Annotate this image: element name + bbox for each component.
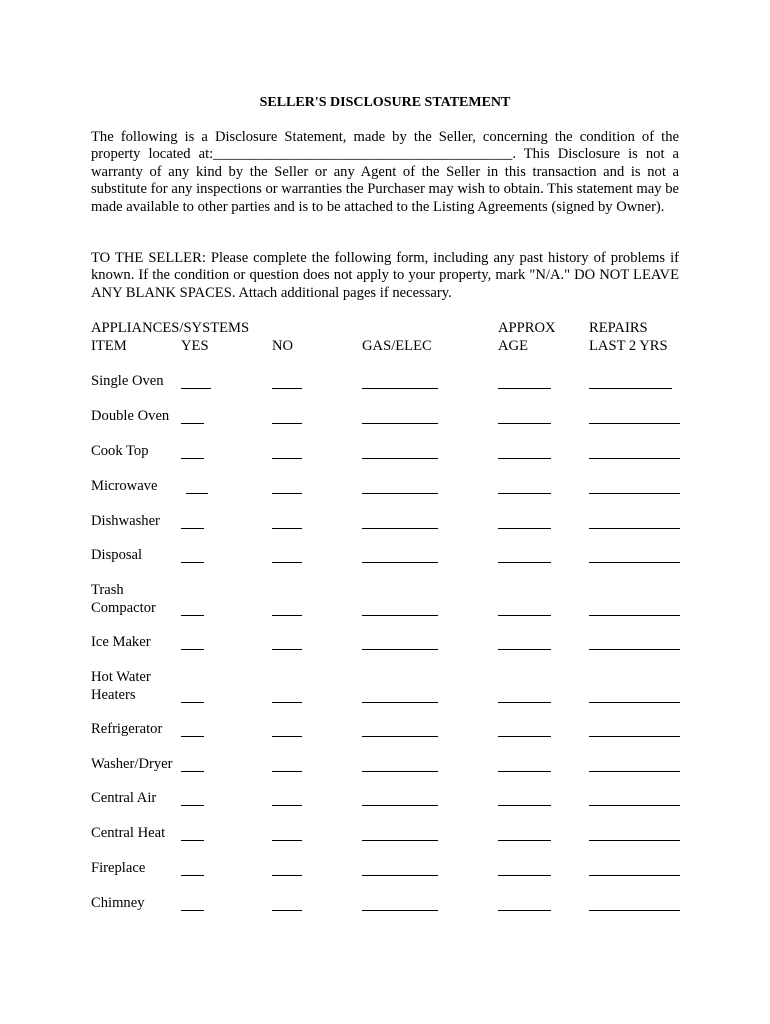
repairs-blank[interactable] <box>589 388 672 389</box>
repairs-blank[interactable] <box>589 875 680 876</box>
yes-blank[interactable] <box>181 388 211 389</box>
gas-elec-blank[interactable] <box>362 458 438 459</box>
intro-paragraph: The following is a Disclosure Statement, made by the Seller, concerning the condition of the property located at:_________________________________________. This Disclosure is not a warranty of any kind by the Seller or any Agent of the Seller in this transaction and is not a substitute for any inspections or warranties the Purchaser may wish to obtain. This statement may be made available to other parties and is to be attached to the Listing Agreements (signed by Owner). <box>91 129 679 215</box>
age-blank[interactable] <box>498 562 551 563</box>
age-blank[interactable] <box>498 493 551 494</box>
col-header-no: NO <box>272 338 294 354</box>
gas-elec-blank[interactable] <box>362 840 438 841</box>
appliance-label: Trash <box>91 582 124 598</box>
appliance-row <box>0 373 770 409</box>
repairs-blank[interactable] <box>589 910 680 911</box>
appliance-label: Single Oven <box>91 373 164 389</box>
appliance-label: Washer/Dryer <box>91 756 173 772</box>
appliance-row <box>0 790 770 826</box>
appliance-row <box>0 721 770 757</box>
yes-blank[interactable] <box>181 875 204 876</box>
yes-blank[interactable] <box>181 771 204 772</box>
appliance-row <box>0 513 770 549</box>
no-blank[interactable] <box>272 875 302 876</box>
yes-blank[interactable] <box>181 805 204 806</box>
appliance-label: Hot Water <box>91 669 151 685</box>
repairs-blank[interactable] <box>589 702 680 703</box>
age-blank[interactable] <box>498 805 551 806</box>
age-blank[interactable] <box>498 910 551 911</box>
repairs-blank[interactable] <box>589 805 680 806</box>
appliance-label-line2: Compactor <box>91 600 156 616</box>
appliance-row <box>0 478 770 514</box>
repairs-blank[interactable] <box>589 771 680 772</box>
appliance-row <box>0 634 770 670</box>
no-blank[interactable] <box>272 805 302 806</box>
repairs-blank[interactable] <box>589 649 680 650</box>
age-blank[interactable] <box>498 615 551 616</box>
appliance-row <box>0 443 770 479</box>
col-header-item: ITEM <box>91 338 127 354</box>
repairs-blank[interactable] <box>589 493 680 494</box>
col-header-last-2-yrs: LAST 2 YRS <box>589 338 668 354</box>
no-blank[interactable] <box>272 528 302 529</box>
repairs-blank[interactable] <box>589 528 680 529</box>
gas-elec-blank[interactable] <box>362 910 438 911</box>
gas-elec-blank[interactable] <box>362 528 438 529</box>
yes-blank[interactable] <box>181 840 204 841</box>
yes-blank[interactable] <box>181 528 204 529</box>
yes-blank[interactable] <box>186 493 208 494</box>
appliance-label: Ice Maker <box>91 634 151 650</box>
age-blank[interactable] <box>498 458 551 459</box>
appliance-row <box>0 756 770 792</box>
col-header-gas-elec: GAS/ELEC <box>362 338 432 354</box>
no-blank[interactable] <box>272 562 302 563</box>
appliance-label-line2: Heaters <box>91 687 136 703</box>
document-title: SELLER'S DISCLOSURE STATEMENT <box>259 95 511 110</box>
appliance-label: Microwave <box>91 478 158 494</box>
gas-elec-blank[interactable] <box>362 423 438 424</box>
yes-blank[interactable] <box>181 702 204 703</box>
appliance-row <box>0 582 770 618</box>
section-header: APPLIANCES/SYSTEMS <box>91 320 250 336</box>
col-header-yes: YES <box>181 338 209 354</box>
no-blank[interactable] <box>272 388 302 389</box>
appliance-row <box>0 547 770 583</box>
col-header-repairs: REPAIRS <box>589 320 648 336</box>
yes-blank[interactable] <box>181 423 204 424</box>
age-blank[interactable] <box>498 423 551 424</box>
yes-blank[interactable] <box>181 649 204 650</box>
age-blank[interactable] <box>498 388 551 389</box>
appliance-label: Cook Top <box>91 443 149 459</box>
appliance-label: Central Heat <box>91 825 166 841</box>
age-blank[interactable] <box>498 875 551 876</box>
gas-elec-blank[interactable] <box>362 562 438 563</box>
yes-blank[interactable] <box>181 736 204 737</box>
col-header-age: AGE <box>498 338 528 354</box>
gas-elec-blank[interactable] <box>362 771 438 772</box>
no-blank[interactable] <box>272 702 302 703</box>
gas-elec-blank[interactable] <box>362 805 438 806</box>
appliance-row <box>0 895 770 931</box>
repairs-blank[interactable] <box>589 615 680 616</box>
age-blank[interactable] <box>498 649 551 650</box>
col-header-approx: APPROX <box>498 320 556 336</box>
gas-elec-blank[interactable] <box>362 702 438 703</box>
appliance-row <box>0 408 770 444</box>
appliance-label: Refrigerator <box>91 721 163 737</box>
yes-blank[interactable] <box>181 562 204 563</box>
age-blank[interactable] <box>498 528 551 529</box>
no-blank[interactable] <box>272 615 302 616</box>
no-blank[interactable] <box>272 458 302 459</box>
yes-blank[interactable] <box>181 910 204 911</box>
repairs-blank[interactable] <box>589 458 680 459</box>
appliance-label: Central Air <box>91 790 157 806</box>
gas-elec-blank[interactable] <box>362 649 438 650</box>
repairs-blank[interactable] <box>589 840 680 841</box>
no-blank[interactable] <box>272 840 302 841</box>
repairs-blank[interactable] <box>589 736 680 737</box>
appliance-row <box>0 669 770 705</box>
no-blank[interactable] <box>272 423 302 424</box>
yes-blank[interactable] <box>181 615 204 616</box>
no-blank[interactable] <box>272 771 302 772</box>
age-blank[interactable] <box>498 840 551 841</box>
age-blank[interactable] <box>498 702 551 703</box>
repairs-blank[interactable] <box>589 423 680 424</box>
appliance-row <box>0 860 770 896</box>
yes-blank[interactable] <box>181 458 204 459</box>
age-blank[interactable] <box>498 736 551 737</box>
appliance-label: Disposal <box>91 547 143 563</box>
appliance-row <box>0 825 770 861</box>
no-blank[interactable] <box>272 493 302 494</box>
gas-elec-blank[interactable] <box>362 736 438 737</box>
gas-elec-blank[interactable] <box>362 875 438 876</box>
gas-elec-blank[interactable] <box>362 615 438 616</box>
age-blank[interactable] <box>498 771 551 772</box>
appliance-label: Fireplace <box>91 860 146 876</box>
no-blank[interactable] <box>272 910 302 911</box>
no-blank[interactable] <box>272 736 302 737</box>
no-blank[interactable] <box>272 649 302 650</box>
appliance-label: Chimney <box>91 895 145 911</box>
instructions-paragraph: TO THE SELLER: Please complete the following form, including any past history of problems if known. If the condition or question does not apply to your property, mark "N/A." DO NOT LEAVE ANY BLANK SPACES. Attach additional pages if necessary. <box>91 250 679 301</box>
appliance-label: Double Oven <box>91 408 170 424</box>
gas-elec-blank[interactable] <box>362 493 438 494</box>
gas-elec-blank[interactable] <box>362 388 438 389</box>
repairs-blank[interactable] <box>589 562 680 563</box>
appliance-label: Dishwasher <box>91 513 160 529</box>
